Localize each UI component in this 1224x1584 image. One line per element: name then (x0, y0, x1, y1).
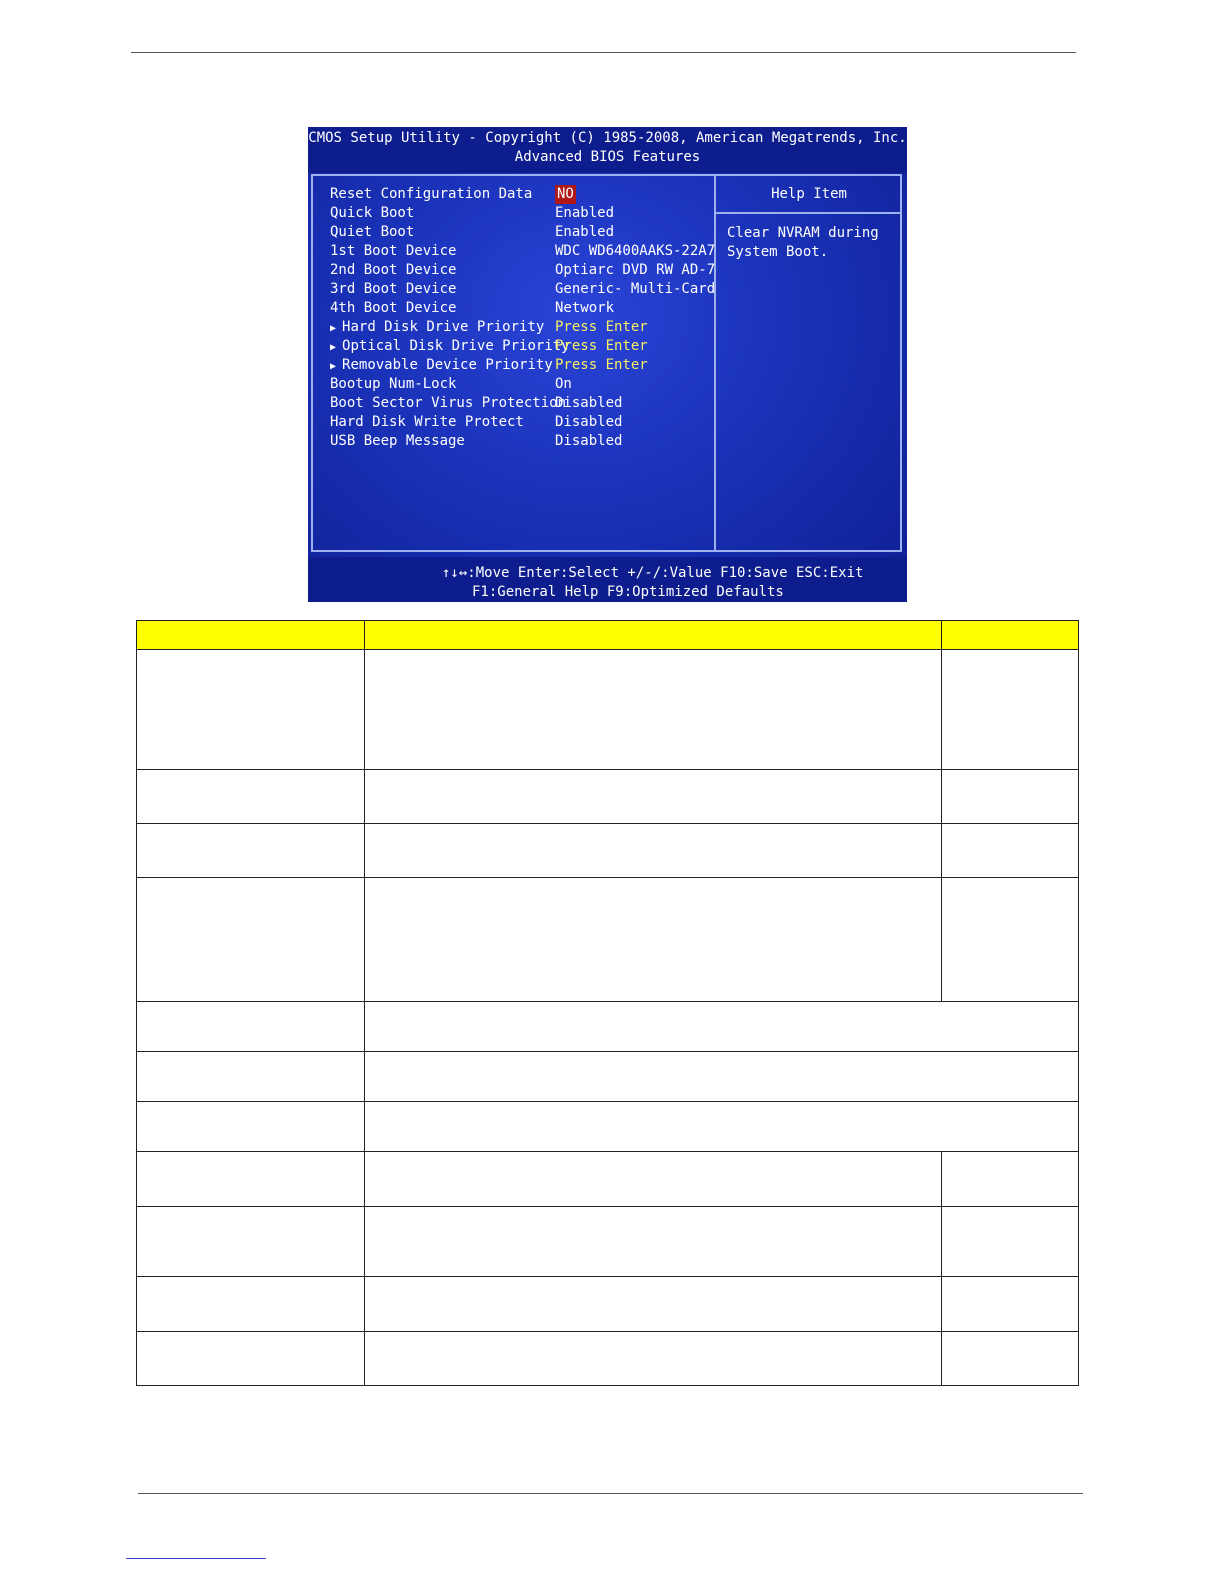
setting-label: Boot Sector Virus Protection (330, 395, 567, 411)
setting-label: Quiet Boot (330, 224, 415, 240)
footer-rule (138, 1493, 1083, 1494)
setting-4th-boot-device[interactable] (330, 299, 710, 318)
table-cell (941, 769, 1079, 824)
setting-value[interactable]: WDC WD6400AAKS-22A7 (555, 243, 716, 259)
submenu-arrow-icon: ▶ (330, 323, 337, 334)
setting-label: USB Beep Message (330, 433, 465, 449)
table-header-cell (364, 620, 942, 650)
table-cell (941, 823, 1079, 878)
setting-value[interactable]: Disabled (555, 433, 623, 449)
setting-label: 2nd Boot Device (330, 262, 457, 278)
submenu-removable-device-priority[interactable] (330, 356, 710, 375)
setting-2nd-boot-device[interactable] (330, 261, 716, 280)
setting-label: Removable Device Priority (342, 357, 553, 373)
bios-key-legend (308, 557, 907, 602)
bios-title: CMOS Setup Utility - Copyright (C) 1985-2008, American Megatrends, Inc. (308, 130, 907, 146)
setting-value[interactable]: Generic- Multi-Card (555, 281, 716, 297)
setting-quiet-boot[interactable] (330, 223, 710, 242)
bios-header (308, 127, 907, 173)
table-header-cell (941, 620, 1079, 650)
setting-label: 3rd Boot Device (330, 281, 457, 297)
key-legend-line: ↑↓↔:Move Enter:Select +/-/:Value F10:Save ESC:Exit (442, 565, 864, 581)
help-separator (716, 212, 902, 214)
table-cell (941, 877, 1079, 1002)
parameter-table (136, 620, 1079, 1386)
help-item-title: Help Item (771, 186, 847, 202)
setting-label: Hard Disk Drive Priority (342, 319, 545, 335)
table-cell (364, 1051, 1079, 1102)
submenu-optical-disk-drive-priority[interactable] (330, 337, 710, 356)
setting-label: Quick Boot (330, 205, 415, 221)
submenu-label-wrap (330, 337, 570, 357)
key-legend-line: F1:General Help F9:Optimized Defaults (472, 584, 784, 600)
table-cell (136, 823, 365, 878)
setting-value[interactable]: On (555, 376, 572, 392)
setting-value[interactable]: Disabled (555, 395, 623, 411)
setting-usb-beep-message[interactable] (330, 432, 710, 451)
bios-settings-list (330, 185, 716, 451)
setting-value[interactable]: Press Enter (555, 357, 648, 373)
table-cell (136, 1276, 365, 1332)
table-cell (941, 1331, 1079, 1386)
bios-screenshot (308, 127, 907, 602)
setting-value[interactable]: Network (555, 300, 615, 316)
setting-3rd-boot-device[interactable] (330, 280, 716, 299)
table-cell (364, 1331, 942, 1386)
table-cell (364, 1101, 1079, 1152)
bios-panel-divider (714, 174, 716, 552)
table-cell (364, 1276, 942, 1332)
table-cell (136, 769, 365, 824)
table-cell (364, 1206, 942, 1277)
bios-subtitle: Advanced BIOS Features (514, 149, 701, 165)
setting-boot-sector-virus-protection[interactable] (330, 394, 710, 413)
table-cell (136, 1151, 365, 1207)
table-cell (941, 649, 1079, 770)
table-cell (136, 1001, 365, 1052)
table-cell (941, 1206, 1079, 1277)
setting-label: Hard Disk Write Protect (330, 414, 524, 430)
table-header-cell (136, 620, 365, 650)
table-cell (136, 1101, 365, 1152)
setting-label: Bootup Num-Lock (330, 376, 457, 392)
table-cell (364, 769, 942, 824)
table-cell (364, 823, 942, 878)
help-text-line: Clear NVRAM during (727, 225, 879, 241)
submenu-hard-disk-drive-priority[interactable] (330, 318, 710, 337)
submenu-label-wrap (330, 318, 544, 338)
setting-value[interactable]: NO (557, 186, 574, 202)
help-text-line: System Boot. (727, 244, 829, 260)
submenu-label-wrap (330, 356, 553, 376)
setting-reset-configuration-data[interactable] (330, 185, 710, 204)
setting-value[interactable]: Press Enter (555, 338, 648, 354)
table-cell (136, 1051, 365, 1102)
setting-1st-boot-device[interactable] (330, 242, 716, 261)
footer-link-underline[interactable] (126, 1558, 266, 1559)
table-cell (364, 1151, 942, 1207)
table-cell (941, 1151, 1079, 1207)
table-cell (364, 1001, 1079, 1052)
table-cell (136, 1331, 365, 1386)
header-rule (131, 52, 1076, 53)
setting-quick-boot[interactable] (330, 204, 710, 223)
setting-label: Optical Disk Drive Priority (342, 338, 570, 354)
setting-value[interactable]: Disabled (555, 414, 623, 430)
help-item-text (727, 224, 897, 262)
setting-hard-disk-write-protect[interactable] (330, 413, 710, 432)
table-cell (136, 877, 365, 1002)
setting-value[interactable]: Enabled (555, 224, 615, 240)
table-cell (136, 1206, 365, 1277)
table-cell (364, 649, 942, 770)
submenu-arrow-icon: ▶ (330, 342, 337, 353)
table-cell (941, 1276, 1079, 1332)
setting-value[interactable]: Optiarc DVD RW AD-7 (555, 262, 716, 278)
setting-value[interactable]: Enabled (555, 205, 615, 221)
setting-bootup-num-lock[interactable] (330, 375, 710, 394)
setting-value[interactable]: Press Enter (555, 319, 648, 335)
table-cell (364, 877, 942, 1002)
setting-label: 1st Boot Device (330, 243, 457, 259)
setting-label: Reset Configuration Data (330, 186, 533, 202)
submenu-arrow-icon: ▶ (330, 361, 337, 372)
setting-label: 4th Boot Device (330, 300, 457, 316)
table-cell (136, 649, 365, 770)
